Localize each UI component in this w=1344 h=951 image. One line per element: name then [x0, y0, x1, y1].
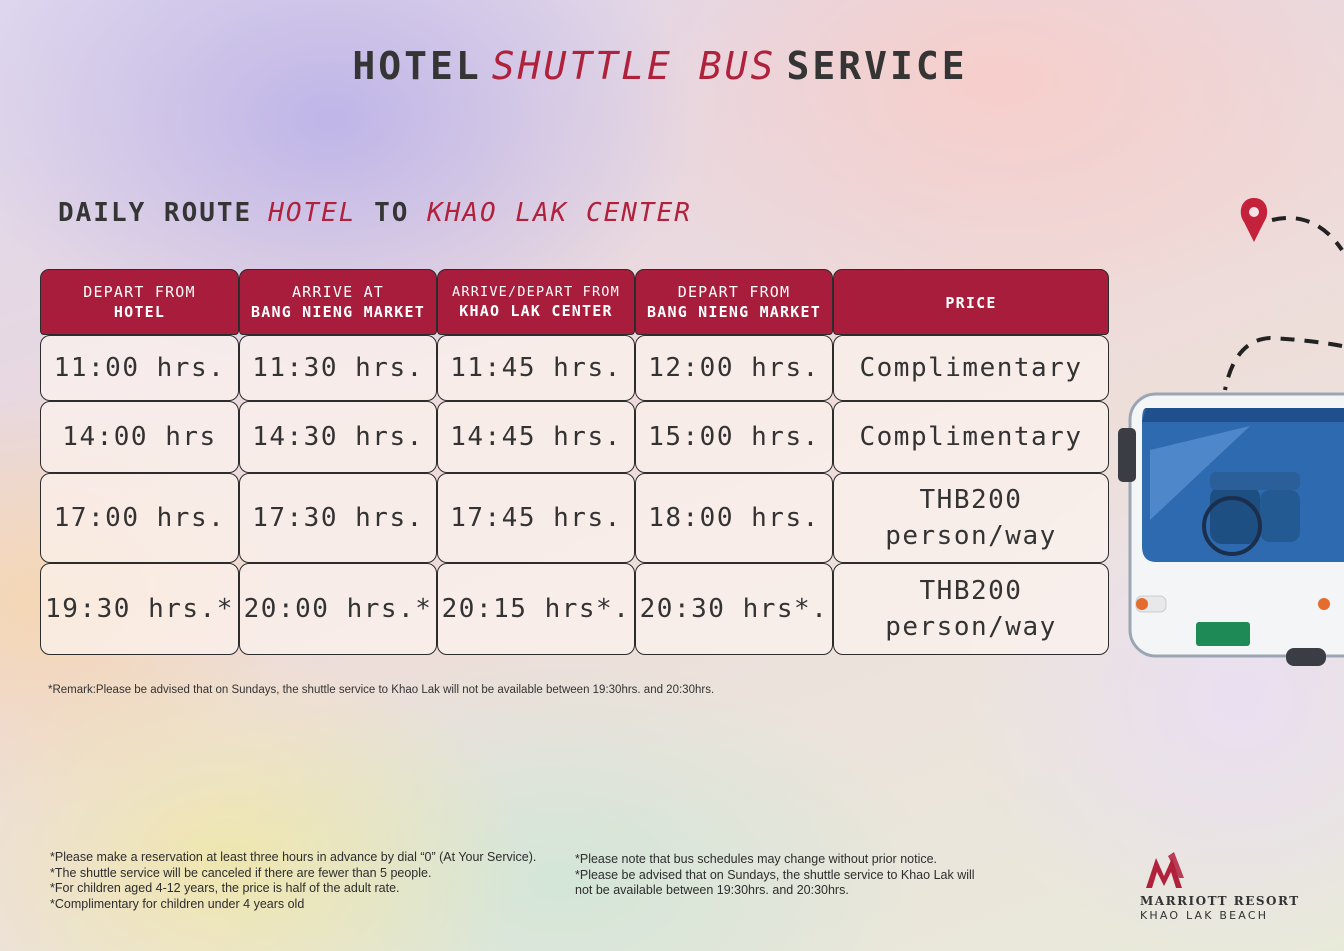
header-line1: ARRIVE/DEPART FROM — [452, 284, 620, 300]
table-row — [40, 335, 1110, 401]
remark-text: *Remark:Please be advised that on Sundays, the shuttle service to Khao Lak will not be available between 19:30hrs. and 20:30hrs. — [48, 684, 715, 696]
title-part2: SERVICE — [786, 44, 968, 88]
note-item: *Please be advised that on Sundays, the shuttle service to Khao Lak will not be available between 19:30hrs. and 20:30hrs. — [575, 867, 975, 897]
note-item: *The shuttle service will be canceled if there are fewer than 5 people. — [50, 865, 432, 880]
brand-line1: MARRIOTT RESORT — [1140, 894, 1300, 908]
table-cell-price — [833, 563, 1109, 655]
header-line2: KHAO LAK CENTER — [459, 302, 613, 320]
note-item: *Complimentary for children under 4 years old — [50, 896, 305, 911]
table-cell: 20:30 hrs*. — [635, 563, 833, 655]
price-unit: person/way — [885, 612, 1057, 642]
price-amount: THB200 — [919, 484, 1023, 515]
note-item: *For children aged 4-12 years, the price is half of the adult rate. — [50, 881, 400, 895]
brand-line2: KHAO LAK BEACH — [1140, 909, 1269, 922]
route-connector: TO — [374, 198, 410, 228]
table-cell: 14:30 hrs. — [239, 401, 437, 473]
note-item: *Please make a reservation at least three hours in advance by dial “0” (At Your Service). — [50, 850, 537, 864]
table-cell: 17:45 hrs. — [437, 473, 635, 563]
header-line1: DEPART FROM — [83, 283, 196, 301]
table-cell: 20:00 hrs.* — [239, 563, 437, 655]
table-cell: 11:30 hrs. — [239, 335, 437, 401]
route-heading — [58, 198, 692, 228]
header-price — [833, 269, 1109, 335]
table-cell-price: Complimentary — [833, 401, 1109, 473]
table-cell: 12:00 hrs. — [635, 335, 833, 401]
header-line2: BANG NIENG MARKET — [251, 303, 425, 321]
route-from: HOTEL — [268, 198, 357, 228]
header-line2: HOTEL — [113, 303, 166, 321]
table-row — [40, 401, 1110, 473]
table-cell: 14:00 hrs — [40, 401, 239, 473]
table-cell: 18:00 hrs. — [635, 473, 833, 563]
table-cell: 19:30 hrs.* — [40, 563, 239, 655]
table-header-row — [40, 269, 1110, 335]
route-to: KHAO LAK CENTER — [427, 198, 692, 228]
schedule-table — [40, 269, 1110, 655]
bus-illustration — [1110, 190, 1344, 670]
title-accent: SHUTTLE BUS — [491, 44, 777, 88]
table-cell: 17:30 hrs. — [239, 473, 437, 563]
route-label: DAILY ROUTE — [58, 198, 253, 228]
table-cell: 11:45 hrs. — [437, 335, 635, 401]
header-arrive-bang-nieng — [239, 269, 437, 335]
table-row — [40, 473, 1110, 563]
header-khao-lak-center — [437, 269, 635, 335]
notes-left — [50, 850, 536, 912]
header-depart-bang-nieng — [635, 269, 833, 335]
header-line1: ARRIVE AT — [291, 283, 385, 301]
table-cell-price — [833, 473, 1109, 563]
table-cell: 14:45 hrs. — [437, 401, 635, 473]
notes-right — [575, 852, 995, 899]
brand-block — [1140, 852, 1310, 922]
header-line2: BANG NIENG MARKET — [647, 303, 821, 321]
table-cell: 11:00 hrs. — [40, 335, 239, 401]
header-line1: PRICE — [945, 294, 997, 312]
note-item: *Please note that bus schedules may change without prior notice. — [575, 852, 938, 866]
title-part1: HOTEL — [352, 44, 482, 88]
table-cell: 15:00 hrs. — [635, 401, 833, 473]
header-line1: DEPART FROM — [677, 283, 791, 301]
marriott-logo-icon — [1144, 852, 1194, 890]
table-cell: 17:00 hrs. — [40, 473, 239, 563]
price-amount: THB200 — [919, 575, 1023, 606]
header-depart-hotel — [40, 269, 239, 335]
table-cell-price: Complimentary — [833, 335, 1109, 401]
table-cell: 20:15 hrs*. — [437, 563, 635, 655]
page-title — [0, 44, 1320, 88]
location-pin-icon — [1241, 198, 1267, 242]
price-unit: person/way — [885, 521, 1057, 551]
table-row — [40, 563, 1110, 655]
